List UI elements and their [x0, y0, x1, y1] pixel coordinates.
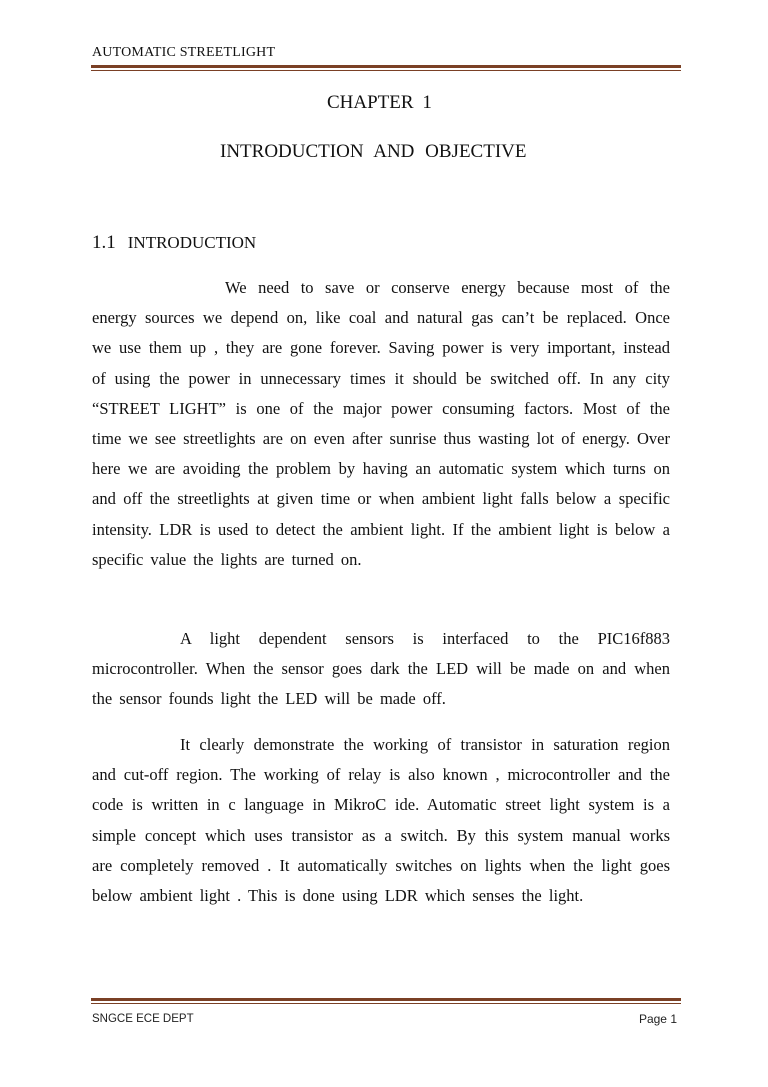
chapter-label: CHAPTER 1: [327, 92, 432, 113]
chapter-title: INTRODUCTION AND OBJECTIVE: [220, 141, 527, 162]
paragraph-3: It clearly demonstrate the working of transistor in saturation region and cut-off region. The working of relay is also known , microcontroller and the code is written in c language in MikroC ide. Automatic street light system is a simple concept which uses transistor as a switch. By this system manual works are completely removed . It automatically switches on lights when the light goes below ambient light . This is done using LDR which senses the light.: [92, 735, 670, 906]
section-title: INTRODUCTION: [127, 233, 257, 252]
paragraph-1: We need to save or conserve energy because most of the energy sources we depend on, like coal and natural gas can’t be replaced. Once we use them up , they are gone forever. Saving power is very important, instead of using the power in unnecessary times it should be switched off. In any city “STREET LIGHT” is one of the major power consuming factors. Most of the time we see streetlights are on even after sunrise thus wasting lot of energy. Over here we are avoiding the problem by having an automatic system which turns on and off the streetlights at given time or when ambient light falls below a specific intensity. LDR is used to detect the ambient light. If the ambient light is below a specific value the lights are turned on.: [92, 278, 670, 569]
footer-rule-thick: [91, 998, 681, 1001]
header-rule-thin: [91, 70, 681, 71]
footer-page-number: Page 1: [638, 1012, 677, 1026]
section-number: 1.1: [92, 232, 116, 253]
paragraph-2: A light dependent sensors is interfaced to the PIC16f883 microcontroller. When the sensor goes dark the LED will be made on and when the sensor founds light the LED will be made off.: [92, 629, 670, 709]
section-heading: [92, 232, 256, 254]
footer-department: SNGCE ECE DEPT: [92, 1013, 194, 1025]
running-header: AUTOMATIC STREETLIGHT: [92, 45, 276, 60]
footer-rule-thin: [91, 1003, 681, 1004]
header-rule-thick: [91, 65, 681, 68]
